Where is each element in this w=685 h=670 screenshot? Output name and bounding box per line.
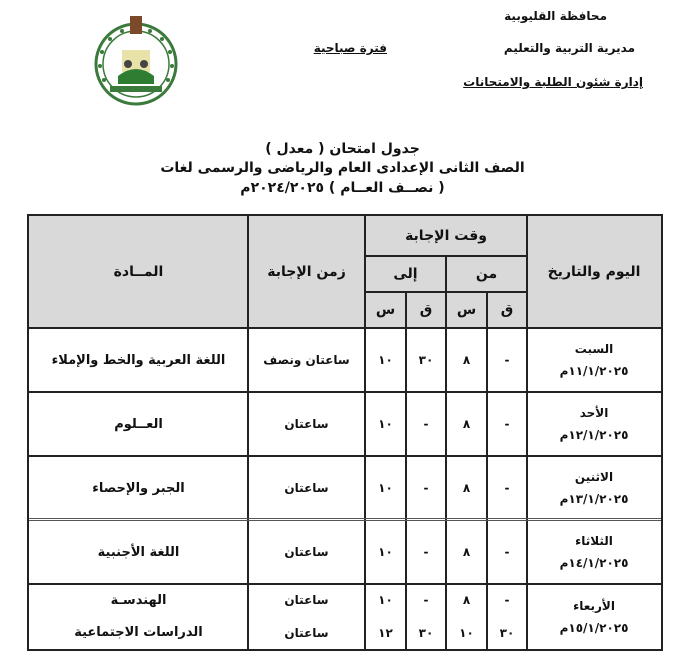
day-label: الثلاثاء [575,534,613,548]
from-hour: ١٠ [459,625,474,640]
period-label: فترة صباحية [313,41,387,55]
subject-value: الدراسات الاجتماعية [74,625,203,640]
header-to: إلى [365,256,446,292]
day-label: الأحد [579,406,609,420]
grid-line [405,292,407,649]
date-label: ١١/١/٢٠٢٥م [559,364,629,378]
grid-line [29,518,661,521]
grid-line [445,256,447,649]
date-label: ١٥/١/٢٠٢٥م [559,620,629,635]
row-day-date [527,520,661,584]
day-label: الأربعاء [573,598,615,613]
grade-title: الصف الثانى الإعدادى العام والرياضى والرسمى لغات [160,160,525,176]
duration-value: ساعتان ونصف [263,353,350,367]
subject-value: الهندسـة [110,592,167,608]
header-day-date: اليوم والتاريخ [527,216,661,328]
from-minute: - [504,417,510,431]
row-day-date [527,456,661,520]
to-minute: - [423,545,429,559]
to-minute: ٣٠ [418,353,434,367]
to-hour: ١٠ [378,417,393,431]
from-minute: - [504,593,510,607]
header-from: من [446,256,527,292]
duration-value: ساعتان [284,593,329,607]
to-hour: ١٢ [378,625,393,640]
header-to-minute: ق [406,292,446,328]
duration-value: ساعتان [284,625,329,640]
to-hour: ١٠ [378,545,393,559]
duration-value: ساعتان [284,481,329,495]
from-minute: - [504,353,510,367]
header-to-hour: س [365,292,406,328]
grid-line [486,292,488,649]
grid-line [365,291,527,293]
header-from-hour: س [446,292,487,328]
grid-line [29,391,661,393]
grid-line [29,583,661,585]
from-minute: ٣٠ [499,625,515,640]
header-duration: زمن الإجابة [248,216,365,328]
date-label: ١٤/١/٢٠٢٥م [559,556,629,570]
to-minute: ٣٠ [418,625,434,640]
row-day-date [527,584,661,649]
subject-value: العــلوم [114,416,163,432]
row-day-date [527,392,661,456]
governorate-label: محافظة القليوبية [504,9,607,23]
from-hour: ٨ [462,545,471,559]
header-from-minute: ق [487,292,527,328]
from-minute: - [504,481,510,495]
grid-line [365,255,527,257]
directorate-logo [90,14,182,106]
date-label: ١٣/١/٢٠٢٥م [559,492,629,506]
from-hour: ٨ [462,593,471,607]
duration-value: ساعتان [284,545,329,559]
to-minute: - [423,593,429,607]
grid-line [29,455,661,457]
to-minute: - [423,481,429,495]
to-minute: - [423,417,429,431]
day-label: السبت [574,342,614,356]
date-label: ١٢/١/٢٠٢٥م [559,428,629,442]
from-hour: ٨ [462,417,471,431]
row-day-date [527,328,661,392]
from-hour: ٨ [462,481,471,495]
grid-line [29,327,661,329]
schedule-title: جدول امتحان ( معدل ) [265,141,420,157]
department-label: إدارة شئون الطلبة والامتحانات [463,75,643,89]
header-answer-time: وقت الإجابة [365,216,527,256]
day-label: الاثنين [574,470,614,484]
from-hour: ٨ [462,353,471,367]
subject-value: اللغة الأجنبية [97,544,180,560]
term-title: ( نصــف العــام ) ٢٠٢٤/٢٠٢٥م [240,180,445,196]
directorate-label: مديرية التربية والتعليم [503,41,635,55]
to-hour: ١٠ [378,593,393,607]
to-hour: ١٠ [378,353,393,367]
to-hour: ١٠ [378,481,393,495]
header-subject: المــادة [29,216,248,328]
from-minute: - [504,545,510,559]
subject-value: الجبر والإحصاء [92,480,185,496]
exam-table [27,214,663,651]
subject-value: اللغة العربية والخط والإملاء [51,352,226,368]
duration-value: ساعتان [284,417,329,431]
